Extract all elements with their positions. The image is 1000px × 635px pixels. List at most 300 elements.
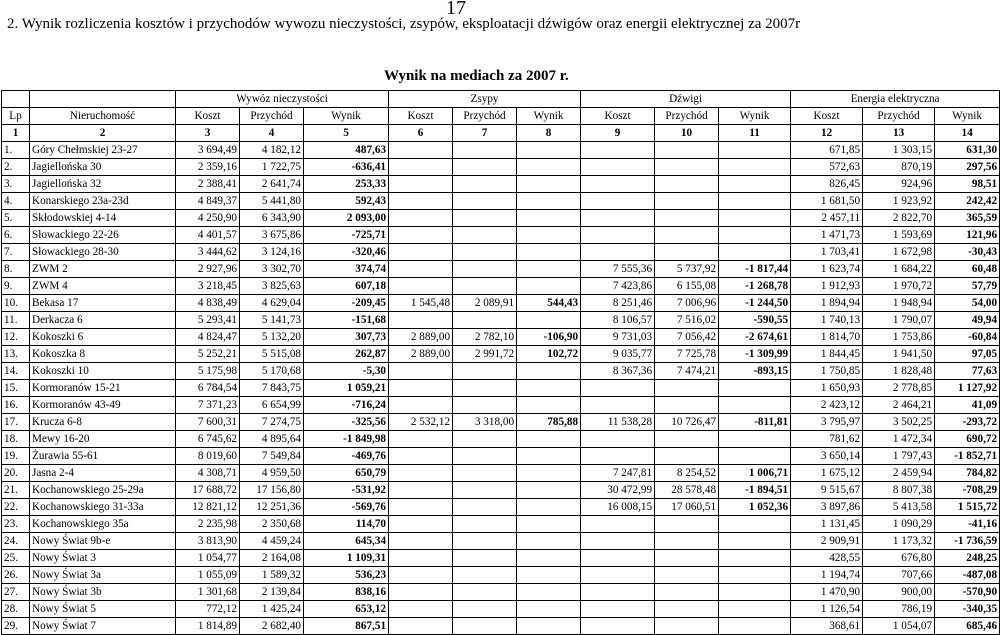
results-table [1,90,1000,635]
result-value [719,210,791,227]
amount-value: 5 515,08 [240,346,304,363]
amount-value: 2 532,12 [389,414,453,431]
property-name: Mewy 16-20 [30,431,176,448]
amount-value: 12 251,36 [240,499,304,516]
result-value: -1 244,50 [719,295,791,312]
amount-value: 4 895,64 [240,431,304,448]
table-row [2,261,1000,278]
amount-value: 1 090,29 [863,516,935,533]
row-number: 4. [2,193,30,210]
amount-value [655,601,719,618]
result-value [719,159,791,176]
result-value: 1 006,71 [719,465,791,482]
row-number: 29. [2,618,30,635]
row-number: 16. [2,397,30,414]
result-value: -1 268,78 [719,278,791,295]
amount-value: 16 008,15 [581,499,655,516]
column-number: 9 [581,125,655,142]
result-value: 607,18 [304,278,389,295]
result-value: -811,81 [719,414,791,431]
amount-value [453,550,517,567]
amount-value: 5 132,20 [240,329,304,346]
amount-value: 9 731,03 [581,329,655,346]
result-value [517,142,581,159]
result-value: 262,87 [304,346,389,363]
property-name: Kochanowskiego 25-29a [30,482,176,499]
property-name: Krucza 6-8 [30,414,176,431]
result-value: 867,51 [304,618,389,635]
amount-value [453,618,517,635]
result-value: 98,51 [935,176,1000,193]
amount-value [389,142,453,159]
result-value: 121,96 [935,227,1000,244]
amount-value: 572,63 [791,159,863,176]
result-header: Wynik [517,108,581,125]
amount-value [389,567,453,584]
row-number: 9. [2,278,30,295]
property-name: Kormoranów 15-21 [30,380,176,397]
column-number: 12 [791,125,863,142]
amount-value [453,397,517,414]
table-row [2,584,1000,601]
amount-value: 1 194,74 [791,567,863,584]
row-number: 19. [2,448,30,465]
result-value [719,550,791,567]
amount-value [581,516,655,533]
property-name: Nowy Świat 9b-e [30,533,176,550]
amount-value: 1 828,48 [863,363,935,380]
result-value [517,244,581,261]
table-body [2,142,1000,635]
table-row [2,482,1000,499]
result-value [517,380,581,397]
property-name: Konarskiego 23a-23d [30,193,176,210]
amount-value [581,397,655,414]
amount-value: 11 538,28 [581,414,655,431]
table-row [2,295,1000,312]
result-value: -725,71 [304,227,389,244]
result-value [719,193,791,210]
property-name: Nowy Świat 3 [30,550,176,567]
amount-value: 2 682,40 [240,618,304,635]
result-value [719,584,791,601]
result-value: 374,74 [304,261,389,278]
amount-value: 2 139,84 [240,584,304,601]
amount-value: 7 549,84 [240,448,304,465]
amount-value: 1 948,94 [863,295,935,312]
amount-value: 4 401,57 [176,227,240,244]
amount-value: 3 694,49 [176,142,240,159]
income-header: Przychód [453,108,517,125]
table-title: Wynik na mediach za 2007 r. [384,68,569,84]
amount-value: 2 350,68 [240,516,304,533]
result-value: 253,33 [304,176,389,193]
blank-cell [30,91,176,108]
amount-value: 3 795,97 [791,414,863,431]
amount-value: 3 444,62 [176,244,240,261]
property-name: Jagiellońska 30 [30,159,176,176]
row-number: 22. [2,499,30,516]
property-name: Nowy Świat 3b [30,584,176,601]
row-number: 5. [2,210,30,227]
amount-value: 1 941,50 [863,346,935,363]
result-value: -340,35 [935,601,1000,618]
amount-value: 3 813,90 [176,533,240,550]
amount-value [655,618,719,635]
amount-value: 4 849,37 [176,193,240,210]
table-row [2,244,1000,261]
amount-value: 1 703,41 [791,244,863,261]
amount-value: 676,80 [863,550,935,567]
table-row [2,601,1000,618]
result-value: -469,76 [304,448,389,465]
amount-value: 1 912,93 [791,278,863,295]
result-value: 41,09 [935,397,1000,414]
result-value: 784,82 [935,465,1000,482]
result-value [719,567,791,584]
result-value: -1 817,44 [719,261,791,278]
property-name: Kochanowskiego 31-33a [30,499,176,516]
amount-value: 8 106,57 [581,312,655,329]
amount-value: 2 927,96 [176,261,240,278]
property-name: Kochanowskiego 35a [30,516,176,533]
result-value: 690,72 [935,431,1000,448]
result-value: 785,88 [517,414,581,431]
amount-value [389,244,453,261]
property-name: Kokoszki 10 [30,363,176,380]
amount-value: 7 600,31 [176,414,240,431]
amount-value: 2 457,11 [791,210,863,227]
amount-value [389,499,453,516]
amount-value [453,431,517,448]
result-value [517,312,581,329]
amount-value [389,227,453,244]
column-number: 5 [304,125,389,142]
cost-header: Koszt [581,108,655,125]
amount-value [389,584,453,601]
table-row [2,380,1000,397]
group-chutes: Zsypy [389,91,581,108]
amount-value: 4 182,12 [240,142,304,159]
column-number: 14 [935,125,1000,142]
result-value: 57,79 [935,278,1000,295]
property-name: Żurawia 55-61 [30,448,176,465]
amount-value: 1 055,09 [176,567,240,584]
amount-value [655,210,719,227]
amount-value [581,448,655,465]
result-value: -106,90 [517,329,581,346]
result-value: -1 736,59 [935,533,1000,550]
group-header-row [2,91,1000,108]
amount-value: 2 889,00 [389,346,453,363]
amount-value: 7 725,78 [655,346,719,363]
amount-value [655,142,719,159]
result-value: -569,76 [304,499,389,516]
amount-value [581,567,655,584]
amount-value [389,482,453,499]
cost-header: Koszt [389,108,453,125]
amount-value [655,567,719,584]
amount-value: 7 006,96 [655,295,719,312]
column-number: 7 [453,125,517,142]
table-row [2,550,1000,567]
result-value: 1 052,36 [719,499,791,516]
amount-value: 1 740,13 [791,312,863,329]
amount-value: 7 516,02 [655,312,719,329]
amount-value: 4 629,04 [240,295,304,312]
row-number: 1. [2,142,30,159]
column-number-row [2,125,1000,142]
group-waste: Wywóz nieczystości [176,91,389,108]
row-number: 7. [2,244,30,261]
amount-value: 4 308,71 [176,465,240,482]
amount-value: 7 555,36 [581,261,655,278]
row-number: 27. [2,584,30,601]
property-name: Jagiellońska 32 [30,176,176,193]
result-value: 536,23 [304,567,389,584]
result-value: -1 852,71 [935,448,1000,465]
amount-value [655,533,719,550]
result-value [719,448,791,465]
amount-value: 1 814,70 [791,329,863,346]
amount-value [389,278,453,295]
amount-value: 3 675,86 [240,227,304,244]
result-value: 653,12 [304,601,389,618]
table-row [2,329,1000,346]
table-row [2,618,1000,635]
amount-value: 2 164,08 [240,550,304,567]
result-value: -209,45 [304,295,389,312]
amount-value: 17 060,51 [655,499,719,516]
table-row [2,448,1000,465]
amount-value [581,431,655,448]
property-name: Kormoranów 43-49 [30,397,176,414]
amount-value [389,193,453,210]
amount-value: 7 474,21 [655,363,719,380]
result-value [517,278,581,295]
amount-value: 707,66 [863,567,935,584]
result-value: -41,16 [935,516,1000,533]
amount-value: 1 126,54 [791,601,863,618]
result-value [517,499,581,516]
amount-value [389,516,453,533]
amount-value: 1 672,98 [863,244,935,261]
result-value: -893,15 [719,363,791,380]
result-value: -2 674,61 [719,329,791,346]
result-value [517,448,581,465]
amount-value [581,159,655,176]
result-value: 1 127,92 [935,380,1000,397]
amount-value: 1 970,72 [863,278,935,295]
result-value [719,176,791,193]
result-value [719,227,791,244]
amount-value: 1 471,73 [791,227,863,244]
row-number: 8. [2,261,30,278]
result-value [517,227,581,244]
row-number: 20. [2,465,30,482]
amount-value [453,193,517,210]
result-value: -1 309,99 [719,346,791,363]
amount-value: 9 035,77 [581,346,655,363]
row-number: 28. [2,601,30,618]
result-value [517,363,581,380]
amount-value [389,397,453,414]
result-value: 102,72 [517,346,581,363]
amount-value: 2 991,72 [453,346,517,363]
amount-value [655,176,719,193]
result-value [719,618,791,635]
amount-value [655,380,719,397]
amount-value: 4 459,24 [240,533,304,550]
property-name: Słowackiego 28-30 [30,244,176,261]
amount-value: 1 814,89 [176,618,240,635]
result-value [517,601,581,618]
table-row [2,142,1000,159]
amount-value: 6 745,62 [176,431,240,448]
result-value: 307,73 [304,329,389,346]
property-name: ZWM 2 [30,261,176,278]
amount-value: 786,19 [863,601,935,618]
amount-value: 1 589,32 [240,567,304,584]
amount-value [453,363,517,380]
result-value: 54,00 [935,295,1000,312]
property-name: Skłodowskiej 4-14 [30,210,176,227]
result-header: Wynik [935,108,1000,125]
column-number: 13 [863,125,935,142]
result-value [517,397,581,414]
result-value [517,482,581,499]
blank-cell [2,91,30,108]
amount-value: 1 593,69 [863,227,935,244]
amount-value: 8 254,52 [655,465,719,482]
amount-value: 17 688,72 [176,482,240,499]
result-value [719,142,791,159]
result-value: 97,05 [935,346,1000,363]
amount-value: 5 141,73 [240,312,304,329]
amount-value: 28 578,48 [655,482,719,499]
amount-value [389,210,453,227]
column-number: 11 [719,125,791,142]
table-row [2,499,1000,516]
amount-value [581,601,655,618]
amount-value [581,550,655,567]
amount-value: 1 623,74 [791,261,863,278]
result-value [517,550,581,567]
table-row [2,193,1000,210]
property-name: Nowy Świat 5 [30,601,176,618]
property-name: Kokoszka 8 [30,346,176,363]
amount-value [389,380,453,397]
group-lifts: Dźwigi [581,91,791,108]
result-value [517,431,581,448]
row-number: 10. [2,295,30,312]
amount-value [581,193,655,210]
amount-value: 1 545,48 [389,295,453,312]
amount-value [581,142,655,159]
amount-value: 900,00 [863,584,935,601]
result-value: 242,42 [935,193,1000,210]
amount-value [581,618,655,635]
amount-value: 3 897,86 [791,499,863,516]
amount-value: 1 894,94 [791,295,863,312]
amount-value [655,431,719,448]
amount-value: 5 441,80 [240,193,304,210]
amount-value: 781,62 [791,431,863,448]
result-value: 60,48 [935,261,1000,278]
result-value: 544,43 [517,295,581,312]
result-value [517,516,581,533]
property-name: Bekasa 17 [30,295,176,312]
amount-value [655,244,719,261]
amount-value [453,584,517,601]
amount-value: 8 807,38 [863,482,935,499]
property-name: Nowy Świat 3a [30,567,176,584]
amount-value: 2 423,12 [791,397,863,414]
row-number: 6. [2,227,30,244]
amount-value [453,312,517,329]
result-value: -293,72 [935,414,1000,431]
amount-value [453,278,517,295]
row-number: 21. [2,482,30,499]
table-row [2,567,1000,584]
result-value: 1 515,72 [935,499,1000,516]
amount-value: 5 413,58 [863,499,935,516]
amount-value: 428,55 [791,550,863,567]
result-value [517,618,581,635]
row-number: 23. [2,516,30,533]
amount-value [453,159,517,176]
sub-header-row [2,108,1000,125]
amount-value [453,176,517,193]
property-name: Nowy Świat 7 [30,618,176,635]
amount-value: 7 274,75 [240,414,304,431]
result-value: -487,08 [935,567,1000,584]
table-row [2,210,1000,227]
amount-value: 1 722,75 [240,159,304,176]
amount-value: 4 959,50 [240,465,304,482]
result-value [517,533,581,550]
result-value [719,431,791,448]
amount-value: 1 923,92 [863,193,935,210]
result-value: 1 109,31 [304,550,389,567]
result-value: -570,90 [935,584,1000,601]
amount-value: 870,19 [863,159,935,176]
result-value: -60,84 [935,329,1000,346]
amount-value: 5 737,92 [655,261,719,278]
result-value: 631,30 [935,142,1000,159]
amount-value: 1 684,22 [863,261,935,278]
amount-value: 3 318,00 [453,414,517,431]
cost-header: Koszt [791,108,863,125]
amount-value [453,516,517,533]
table-row [2,465,1000,482]
amount-value [581,244,655,261]
amount-value: 6 343,90 [240,210,304,227]
result-value: -5,30 [304,363,389,380]
result-value: -531,92 [304,482,389,499]
result-value [517,159,581,176]
amount-value [453,601,517,618]
amount-value [389,465,453,482]
amount-value [453,448,517,465]
result-value: 1 059,21 [304,380,389,397]
row-number: 24. [2,533,30,550]
result-value [719,244,791,261]
page-number: 17 [446,0,466,19]
result-value: -151,68 [304,312,389,329]
amount-value: 2 641,74 [240,176,304,193]
amount-value: 2 889,00 [389,329,453,346]
